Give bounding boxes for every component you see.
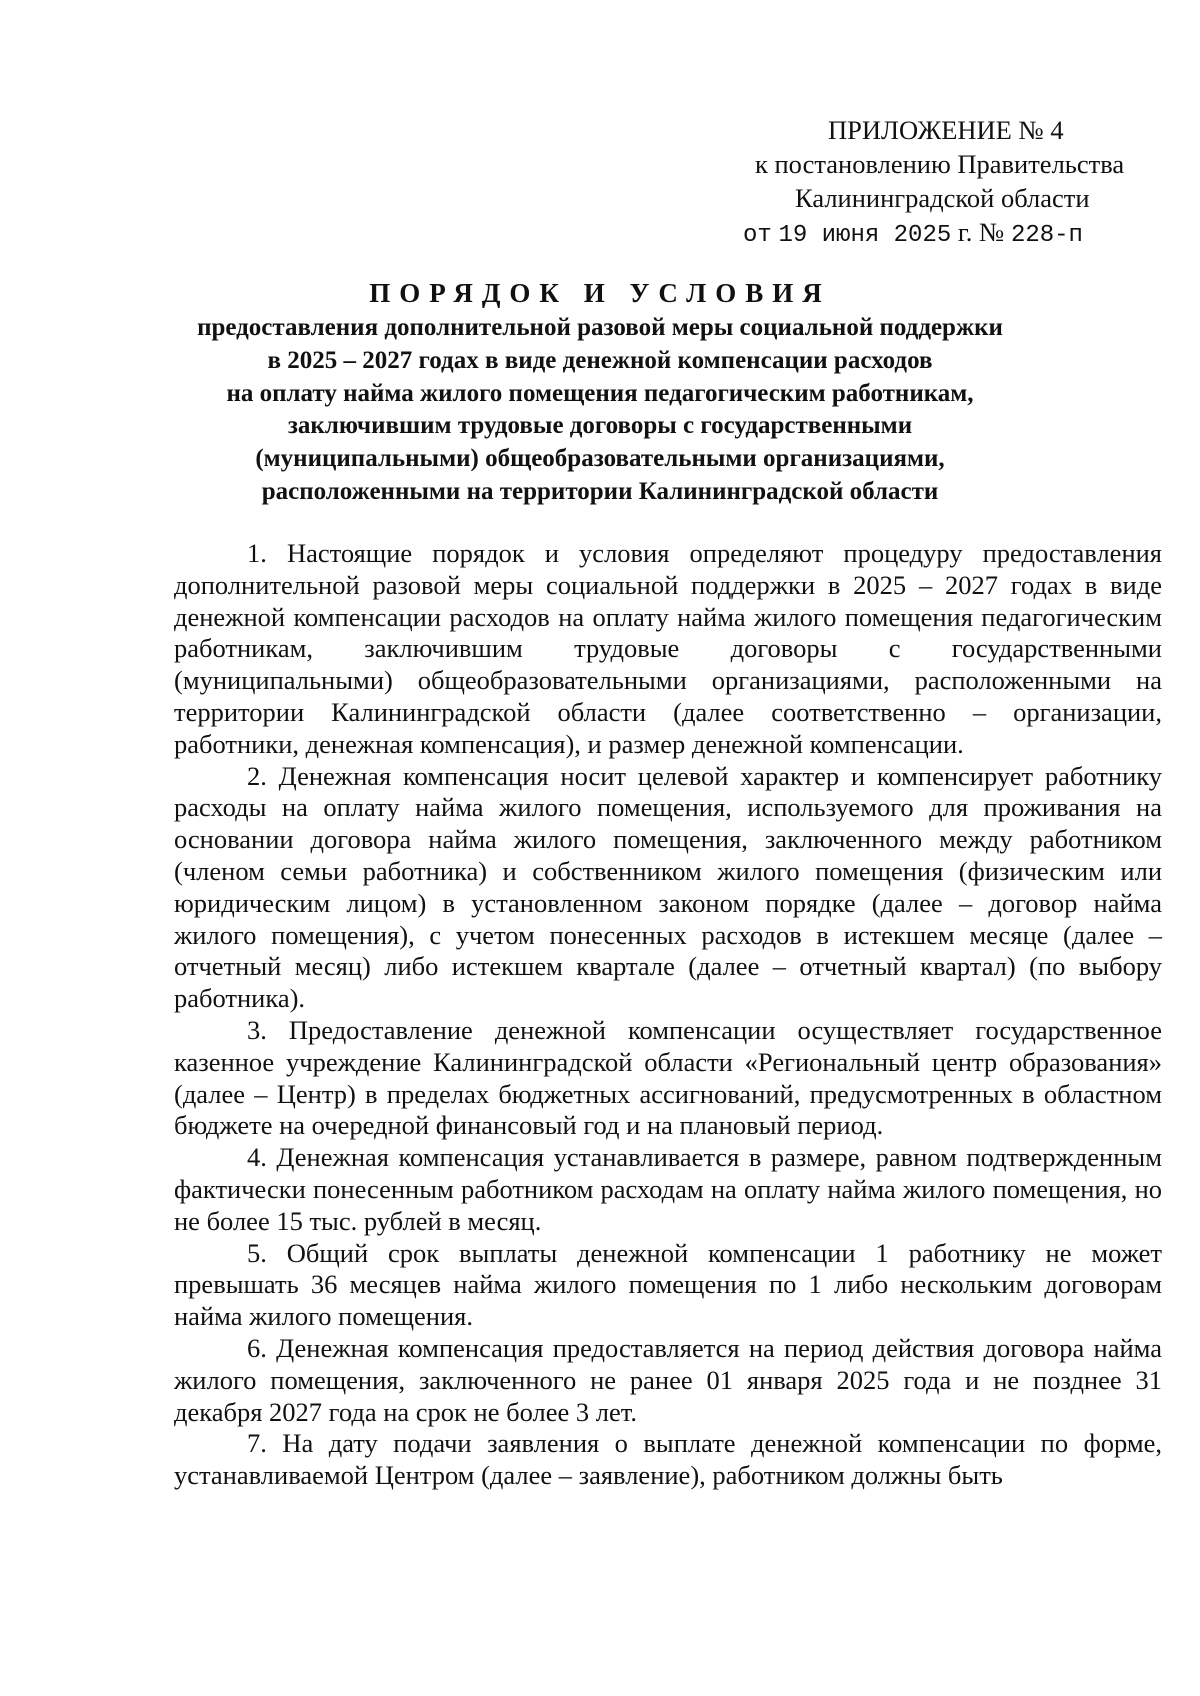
appendix-date-line (735, 215, 1155, 253)
appendix-date-prefix: от (743, 222, 772, 249)
appendix-date: 19 июня 2025 (778, 222, 952, 249)
document-title: ПОРЯДОК И УСЛОВИЯ (369, 278, 831, 308)
paragraph-3: 3. Предоставление денежной компенсации осуществляет государственное казенное учреждение Калининградской области «Региональный центр образования» (далее – Центр) в пределах бюджетных ассигнований, предусмотренных в областном бюджете на очередной финансовый год и на плановый период. (174, 1014, 1162, 1141)
document-title-block (170, 276, 1030, 509)
appendix-region: Калининградской области (795, 183, 1090, 213)
appendix-header (735, 113, 1155, 253)
subtitle-line: расположенными на территории Калининградской области (261, 477, 939, 505)
paragraph-5: 5. Общий срок выплаты денежной компенсации 1 работнику не может превышать 36 месяцев найма жилого помещения по 1 либо нескольким договорам найма жилого помещения. (174, 1237, 1162, 1332)
document-body (174, 538, 1162, 1492)
subtitle-line: на оплату найма жилого помещения педагогическим работникам, (226, 379, 974, 407)
paragraph-7: 7. На дату подачи заявления о выплате денежной компенсации по форме, устанавливаемой Центром (далее – заявление), работником должны быть (174, 1428, 1162, 1491)
paragraph-2: 2. Денежная компенсация носит целевой характер и компенсирует работнику расходы на оплату найма жилого помещения, используемого для проживания на основании договора найма жилого помещения, заключенного между работником (членом семьи работника) и собственником жилого помещения (физическим или юридическим лицом) в установленном законом порядке (далее – договор найма жилого помещения), с учетом понесенных расходов в истекшем месяце (далее – отчетный месяц) либо истекшем квартале (далее – отчетный квартал) (по выбору работника). (174, 760, 1162, 1014)
document-subtitle (170, 312, 1030, 509)
appendix-number-label: г. № (957, 217, 1005, 247)
appendix-resolution-ref: к постановлению Правительства (755, 149, 1125, 179)
appendix-resolution-number: 228-п (1010, 222, 1083, 249)
subtitle-line: заключившим трудовые договоры с государственными (287, 412, 913, 440)
subtitle-line: предоставления дополнительной разовой меры социальной поддержки (197, 314, 1003, 341)
appendix-number: ПРИЛОЖЕНИЕ № 4 (828, 115, 1064, 145)
paragraph-6: 6. Денежная компенсация предоставляется на период действия договора найма жилого помещения, заключенного не ранее 01 января 2025 года и не позднее 31 декабря 2027 года на срок не более 3 лет. (174, 1332, 1162, 1427)
subtitle-line: (муниципальными) общеобразовательными организациями, (255, 445, 945, 473)
subtitle-line: в 2025 – 2027 годах в виде денежной компенсации расходов (267, 346, 933, 374)
paragraph-1: 1. Настоящие порядок и условия определяют процедуру предоставления дополнительной разовой меры социальной поддержки в 2025 – 2027 годах в виде денежной компенсации расходов на оплату найма жилого помещения педагогическим работникам, заключившим трудовые договоры с государственными (муниципальными) общеобразовательными организациями, расположенными на территории Калининградской области (далее соответственно – организации, работники, денежная компенсация), и размер денежной компенсации. (174, 538, 1162, 759)
paragraph-4: 4. Денежная компенсация устанавливается в размере, равном подтвержденным фактически понесенным работником расходам на оплату найма жилого помещения, но не более 15 тыс. рублей в месяц. (174, 1142, 1162, 1236)
